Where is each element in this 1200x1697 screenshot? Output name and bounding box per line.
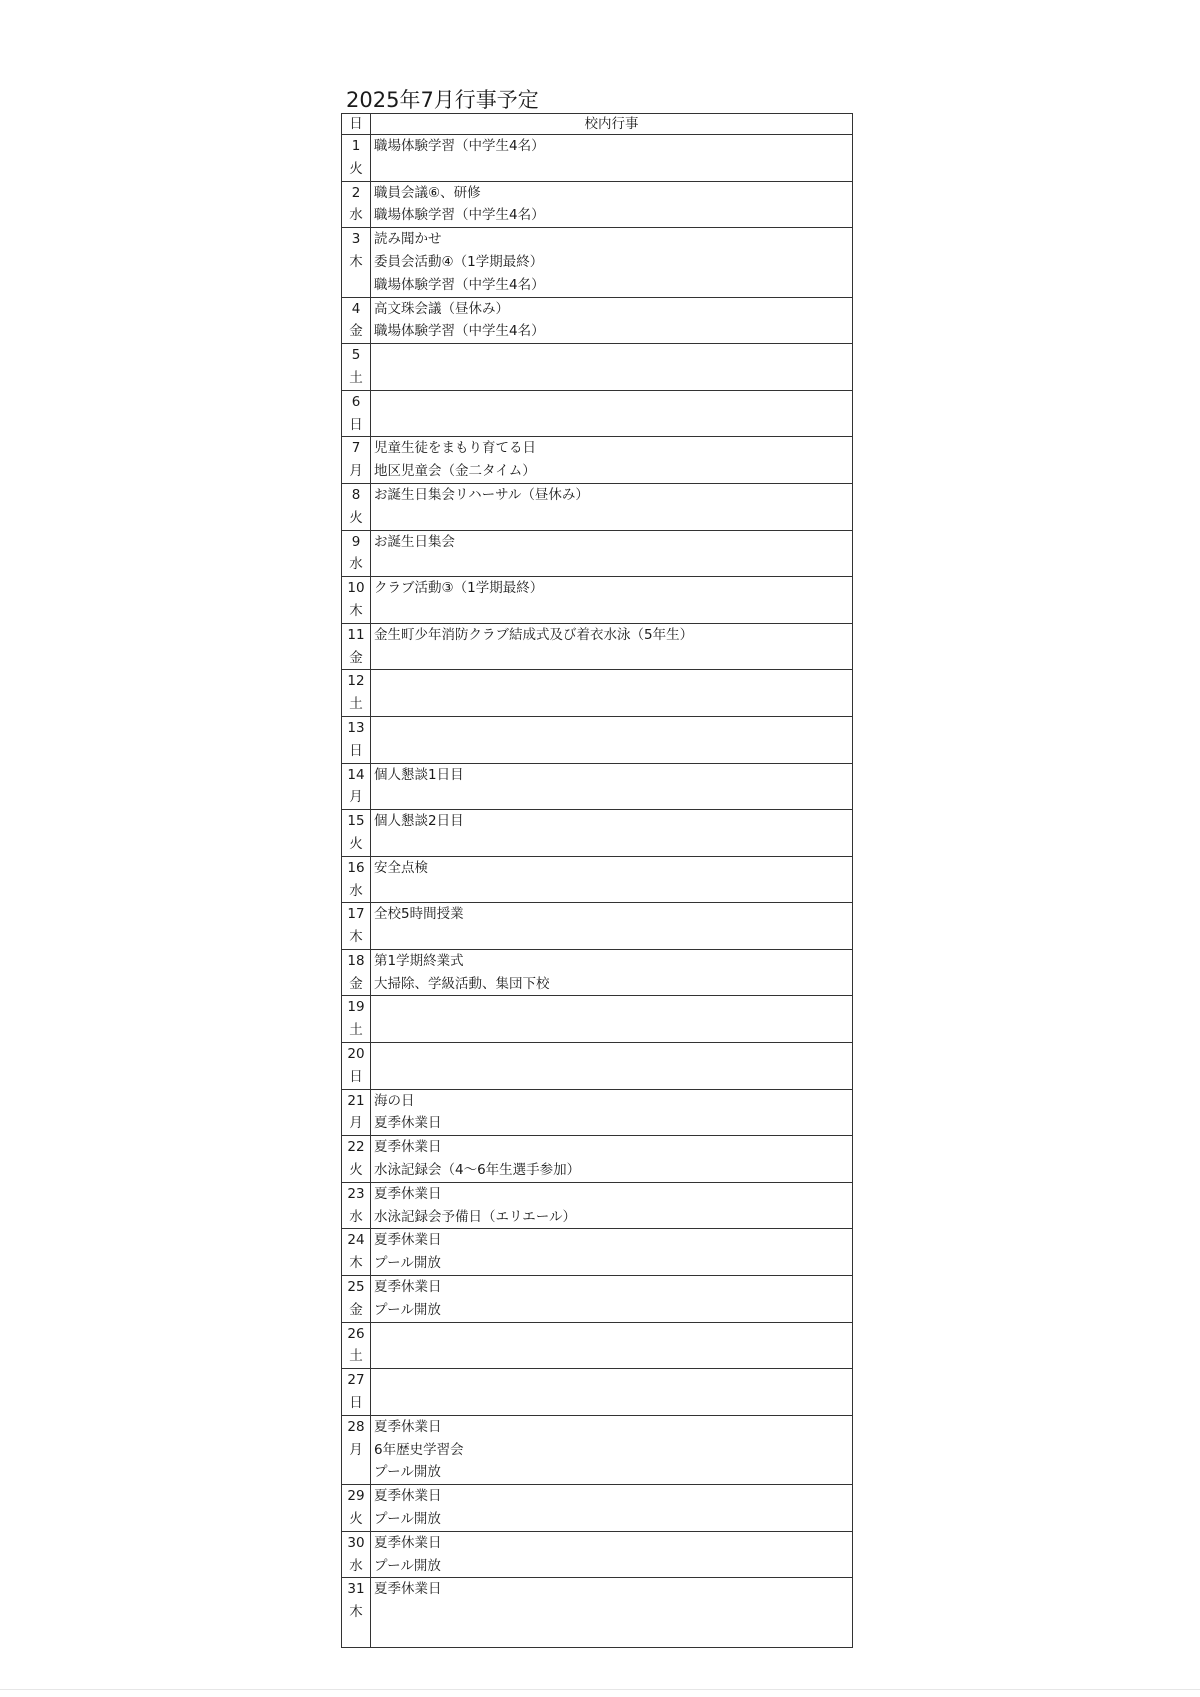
scan-edge bbox=[0, 1689, 1200, 1690]
day-cell bbox=[342, 856, 371, 903]
weekday: 木 bbox=[349, 929, 363, 946]
day-number: 30 bbox=[347, 1534, 365, 1551]
day-cell bbox=[342, 1485, 371, 1532]
weekday: 月 bbox=[349, 463, 363, 480]
day-cell bbox=[342, 670, 371, 717]
day-cell bbox=[342, 810, 371, 857]
day-cell bbox=[342, 1136, 371, 1183]
day-cell bbox=[342, 437, 371, 484]
table-row bbox=[342, 1276, 853, 1323]
events-cell bbox=[371, 228, 853, 297]
table-row bbox=[342, 228, 853, 297]
day-cell bbox=[342, 1182, 371, 1229]
events-cell bbox=[371, 810, 853, 857]
day-cell bbox=[342, 716, 371, 763]
weekday: 水 bbox=[349, 882, 363, 899]
day-number: 4 bbox=[351, 300, 361, 317]
table-row bbox=[342, 623, 853, 670]
events-cell bbox=[371, 344, 853, 391]
events-cell bbox=[371, 1229, 853, 1276]
day-cell bbox=[342, 577, 371, 624]
weekday: 土 bbox=[349, 369, 363, 386]
events-cell bbox=[371, 297, 853, 344]
table-row bbox=[342, 390, 853, 437]
table-row bbox=[342, 483, 853, 530]
events-cell bbox=[371, 996, 853, 1043]
table-row bbox=[342, 297, 853, 344]
day-cell bbox=[342, 1229, 371, 1276]
weekday: 土 bbox=[349, 1348, 363, 1365]
table-row bbox=[342, 810, 853, 857]
table-row bbox=[342, 1182, 853, 1229]
event-item: 夏季休業日 bbox=[374, 1115, 442, 1132]
weekday: 木 bbox=[349, 253, 363, 270]
day-cell bbox=[342, 228, 371, 297]
day-number: 1 bbox=[351, 138, 361, 154]
table-row bbox=[342, 1229, 853, 1276]
weekday: 日 bbox=[349, 1395, 363, 1412]
weekday: 火 bbox=[349, 509, 363, 526]
table-row bbox=[342, 530, 853, 577]
events-cell bbox=[371, 437, 853, 484]
weekday: 木 bbox=[349, 1255, 363, 1272]
table-row bbox=[342, 763, 853, 810]
day-cell bbox=[342, 1322, 371, 1369]
events-cell bbox=[371, 1043, 853, 1090]
event-item: お誕生日集会 bbox=[374, 533, 455, 550]
day-cell bbox=[342, 1276, 371, 1323]
event-item: プール開放 bbox=[374, 1511, 441, 1528]
events-cell bbox=[371, 1136, 853, 1183]
day-cell bbox=[342, 297, 371, 344]
table-row bbox=[342, 1415, 853, 1484]
day-number: 22 bbox=[347, 1139, 365, 1156]
table-row bbox=[342, 1369, 853, 1416]
weekday: 水 bbox=[349, 1208, 363, 1225]
event-item: 夏季休業日 bbox=[374, 1581, 442, 1598]
day-number: 31 bbox=[347, 1581, 365, 1598]
event-item: 職場体験学習（中学生4名） bbox=[374, 323, 545, 340]
event-item: 児童生徒をまもり育てる日 bbox=[374, 440, 536, 457]
event-item: 地区児童会（金二タイム） bbox=[374, 463, 536, 480]
events-cell bbox=[371, 949, 853, 996]
event-item: 夏季休業日 bbox=[374, 1185, 442, 1202]
events-cell bbox=[371, 670, 853, 717]
table-row bbox=[342, 135, 853, 182]
day-cell bbox=[342, 996, 371, 1043]
day-cell bbox=[342, 483, 371, 530]
event-item: 個人懇談2日目 bbox=[374, 813, 464, 830]
weekday: 木 bbox=[349, 1604, 363, 1621]
events-cell bbox=[371, 530, 853, 577]
day-number: 17 bbox=[347, 906, 365, 923]
event-item: クラブ活動③（1学期最終） bbox=[374, 580, 544, 597]
day-number: 9 bbox=[351, 533, 361, 550]
table-row bbox=[342, 1089, 853, 1136]
events-cell bbox=[371, 716, 853, 763]
events-cell bbox=[371, 135, 853, 182]
table-row bbox=[342, 996, 853, 1043]
weekday: 金 bbox=[349, 649, 363, 666]
day-number: 5 bbox=[351, 347, 361, 364]
day-cell bbox=[342, 1531, 371, 1578]
day-number: 3 bbox=[351, 231, 361, 248]
event-item: 夏季休業日 bbox=[374, 1139, 442, 1156]
day-cell bbox=[342, 530, 371, 577]
events-cell bbox=[371, 483, 853, 530]
weekday: 火 bbox=[349, 160, 363, 177]
day-cell bbox=[342, 390, 371, 437]
day-number: 16 bbox=[347, 859, 365, 876]
event-item: 高文珠会議（昼休み） bbox=[374, 300, 509, 317]
weekday: 水 bbox=[349, 207, 363, 224]
weekday: 火 bbox=[349, 1511, 363, 1528]
day-number: 11 bbox=[347, 626, 365, 643]
event-item: 安全点検 bbox=[374, 859, 428, 876]
event-item: 第1学期終業式 bbox=[374, 952, 464, 969]
day-cell bbox=[342, 1369, 371, 1416]
day-cell bbox=[342, 949, 371, 996]
day-number: 12 bbox=[347, 673, 365, 690]
weekday: 金 bbox=[349, 1301, 363, 1318]
table-row bbox=[342, 1531, 853, 1578]
day-cell bbox=[342, 623, 371, 670]
day-number: 21 bbox=[347, 1092, 365, 1109]
weekday: 日 bbox=[349, 1068, 363, 1085]
events-cell bbox=[371, 1415, 853, 1484]
day-number: 20 bbox=[347, 1046, 365, 1063]
day-number: 25 bbox=[347, 1279, 365, 1296]
table-header-row bbox=[342, 114, 853, 135]
weekday: 月 bbox=[349, 789, 363, 806]
event-item: プール開放 bbox=[374, 1255, 441, 1272]
events-cell bbox=[371, 903, 853, 950]
day-number: 18 bbox=[347, 952, 365, 969]
day-number: 13 bbox=[347, 719, 365, 736]
event-item: 職場体験学習（中学生4名） bbox=[374, 207, 545, 224]
event-item: 夏季休業日 bbox=[374, 1488, 442, 1505]
event-item: 夏季休業日 bbox=[374, 1232, 442, 1249]
table-row bbox=[342, 1136, 853, 1183]
event-item: 夏季休業日 bbox=[374, 1279, 442, 1296]
table-row bbox=[342, 1322, 853, 1369]
event-item: 委員会活動④（1学期最終） bbox=[374, 253, 544, 270]
event-item: 夏季休業日 bbox=[374, 1418, 442, 1435]
table-row bbox=[342, 949, 853, 996]
weekday: 土 bbox=[349, 696, 363, 713]
event-item: プール開放 bbox=[374, 1557, 441, 1574]
event-item: 職員会議⑥、研修 bbox=[374, 184, 481, 201]
day-number: 14 bbox=[347, 766, 365, 783]
table-row bbox=[342, 577, 853, 624]
table-row bbox=[342, 670, 853, 717]
events-cell bbox=[371, 1322, 853, 1369]
header-day: 日 bbox=[342, 114, 371, 135]
day-number: 8 bbox=[351, 486, 361, 503]
event-item: 水泳記録会（4～6年生選手参加） bbox=[374, 1162, 581, 1179]
event-item: 個人懇談1日目 bbox=[374, 766, 464, 783]
events-cell bbox=[371, 1182, 853, 1229]
weekday: 日 bbox=[349, 416, 363, 433]
day-cell bbox=[342, 135, 371, 182]
table-row bbox=[342, 903, 853, 950]
weekday: 火 bbox=[349, 835, 363, 852]
table-row bbox=[342, 1043, 853, 1090]
day-number: 27 bbox=[347, 1372, 365, 1389]
day-cell bbox=[342, 1089, 371, 1136]
day-cell bbox=[342, 1043, 371, 1090]
header-events: 校内行事 bbox=[371, 114, 853, 135]
event-item: お誕生日集会リハーサル（昼休み） bbox=[374, 486, 589, 503]
weekday: 火 bbox=[349, 1162, 363, 1179]
weekday: 水 bbox=[349, 556, 363, 573]
event-item: 夏季休業日 bbox=[374, 1534, 442, 1551]
weekday: 日 bbox=[349, 742, 363, 759]
weekday: 木 bbox=[349, 602, 363, 619]
event-item: 水泳記録会予備日（エリエール） bbox=[374, 1208, 576, 1225]
events-cell bbox=[371, 181, 853, 228]
event-item: 職場体験学習（中学生4名） bbox=[374, 276, 545, 293]
weekday: 月 bbox=[349, 1115, 363, 1132]
day-number: 19 bbox=[347, 999, 365, 1016]
day-number: 10 bbox=[347, 580, 365, 597]
weekday: 金 bbox=[349, 975, 363, 992]
events-cell bbox=[371, 1369, 853, 1416]
events-cell bbox=[371, 1089, 853, 1136]
table-row bbox=[342, 437, 853, 484]
day-number: 7 bbox=[351, 440, 361, 457]
day-number: 2 bbox=[351, 184, 361, 201]
events-cell bbox=[371, 856, 853, 903]
table-row bbox=[342, 1578, 853, 1647]
events-cell bbox=[371, 1531, 853, 1578]
table-row bbox=[342, 1485, 853, 1532]
day-cell bbox=[342, 1415, 371, 1484]
event-item: 海の日 bbox=[374, 1092, 415, 1109]
day-number: 23 bbox=[347, 1185, 365, 1202]
event-item: 読み聞かせ bbox=[374, 231, 442, 248]
event-item: 職場体験学習（中学生4名） bbox=[374, 138, 545, 154]
event-item: 全校5時間授業 bbox=[374, 906, 464, 923]
day-cell bbox=[342, 763, 371, 810]
events-cell bbox=[371, 577, 853, 624]
event-item: プール開放 bbox=[374, 1464, 441, 1481]
day-number: 15 bbox=[347, 813, 365, 830]
events-cell bbox=[371, 623, 853, 670]
table-row bbox=[342, 344, 853, 391]
schedule-body bbox=[342, 135, 853, 1648]
event-item: 大掃除、学級活動、集団下校 bbox=[374, 975, 550, 992]
table-row bbox=[342, 856, 853, 903]
events-cell bbox=[371, 1578, 853, 1647]
weekday: 金 bbox=[349, 323, 363, 340]
events-cell bbox=[371, 1485, 853, 1532]
events-cell bbox=[371, 763, 853, 810]
weekday: 月 bbox=[349, 1441, 363, 1458]
event-item: プール開放 bbox=[374, 1301, 441, 1318]
table-row bbox=[342, 181, 853, 228]
events-cell bbox=[371, 1276, 853, 1323]
day-number: 28 bbox=[347, 1418, 365, 1435]
day-cell bbox=[342, 1578, 371, 1647]
event-item: 6年歴史学習会 bbox=[374, 1441, 464, 1458]
day-number: 24 bbox=[347, 1232, 365, 1249]
day-number: 6 bbox=[351, 393, 361, 410]
weekday: 水 bbox=[349, 1557, 363, 1574]
page-title: 2025年7月行事予定 bbox=[346, 88, 539, 112]
day-cell bbox=[342, 181, 371, 228]
event-item: 金生町少年消防クラブ結成式及び着衣水泳（5年生） bbox=[374, 626, 694, 643]
day-number: 29 bbox=[347, 1488, 365, 1505]
weekday: 土 bbox=[349, 1022, 363, 1039]
day-number: 26 bbox=[347, 1325, 365, 1342]
events-cell bbox=[371, 390, 853, 437]
day-cell bbox=[342, 903, 371, 950]
schedule-table bbox=[341, 113, 853, 1648]
day-cell bbox=[342, 344, 371, 391]
table-row bbox=[342, 716, 853, 763]
